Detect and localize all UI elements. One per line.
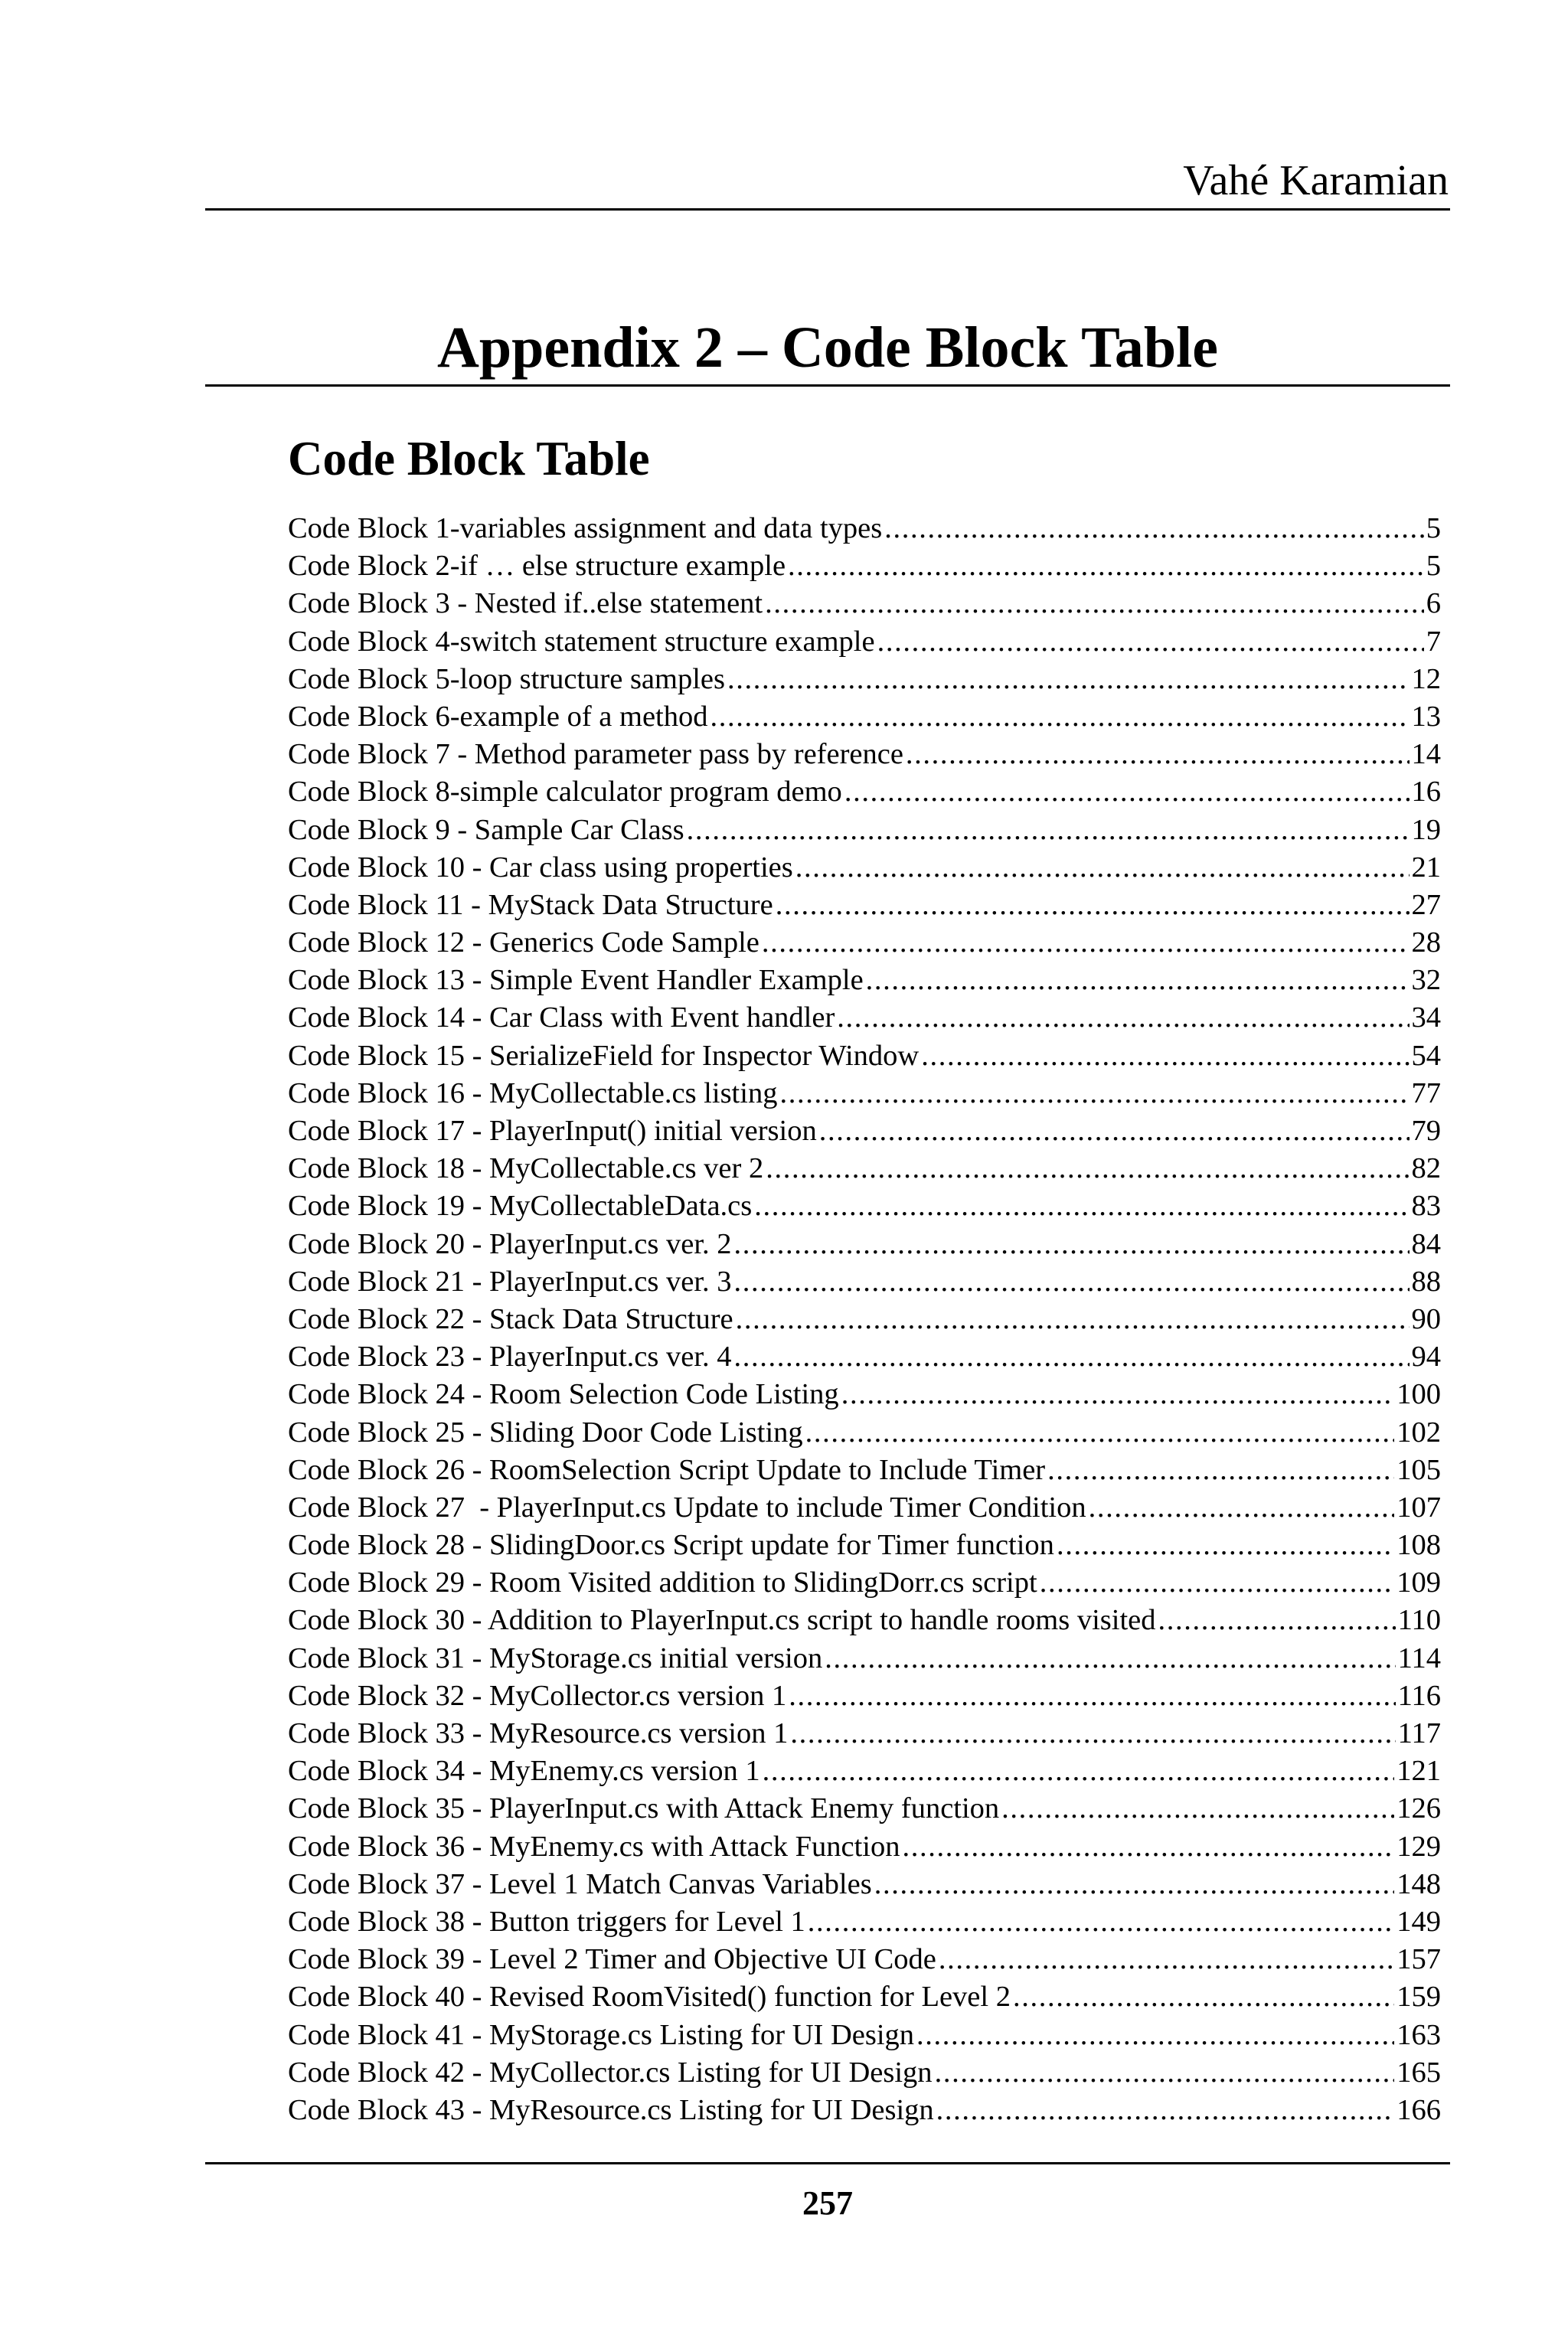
toc-entry[interactable] (288, 999, 1441, 1037)
toc-entry-label: Code Block 8-simple calculator program demo (288, 776, 842, 808)
toc-entry-label: Code Block 12 - Generics Code Sample (288, 926, 760, 959)
dot-leader (1089, 1489, 1395, 1527)
toc-entry[interactable] (288, 1941, 1441, 1978)
dot-leader (906, 736, 1410, 773)
toc-entry[interactable] (288, 736, 1441, 773)
toc-entry[interactable] (288, 1527, 1441, 1564)
toc-entry-page: 105 (1396, 1453, 1441, 1486)
dot-leader (884, 510, 1424, 547)
dot-leader (1047, 1452, 1394, 1489)
toc-entry[interactable] (288, 1640, 1441, 1677)
dot-leader (877, 623, 1424, 661)
toc-entry-page: 16 (1411, 776, 1441, 808)
toc-entry-label: Code Block 18 - MyCollectable.cs ver 2 (288, 1152, 764, 1185)
dot-leader (762, 924, 1410, 962)
toc-entry[interactable] (288, 1037, 1441, 1075)
dot-leader (734, 1263, 1410, 1301)
toc-entry-label: Code Block 21 - PlayerInput.cs ver. 3 (288, 1265, 732, 1298)
toc-entry[interactable] (288, 1903, 1441, 1941)
toc-entry[interactable] (288, 2017, 1441, 2054)
toc-entry[interactable] (288, 1489, 1441, 1527)
toc-entry-label: Code Block 6-example of a method (288, 700, 708, 733)
toc-entry-page: 117 (1397, 1717, 1441, 1749)
toc-entry[interactable] (288, 924, 1441, 962)
toc-entry-page: 14 (1411, 738, 1441, 771)
toc-entry-page: 90 (1411, 1302, 1441, 1335)
toc-entry-page: 165 (1396, 2056, 1441, 2089)
toc-entry[interactable] (288, 773, 1441, 811)
toc-entry-label: Code Block 15 - SerializeField for Inspector Window (288, 1039, 920, 1072)
dot-leader (790, 1715, 1395, 1753)
toc-entry-label: Code Block 35 - PlayerInput.cs with Attack Enemy function (288, 1792, 1000, 1825)
dot-leader (795, 849, 1410, 887)
toc-entry-page: 129 (1396, 1830, 1441, 1863)
dot-leader (1001, 1790, 1394, 1828)
toc-entry-page: 19 (1411, 813, 1441, 846)
toc-entry-label: Code Block 40 - Revised RoomVisited() function for Level 2 (288, 1981, 1011, 2014)
dot-leader (808, 1903, 1394, 1941)
toc-entry-label: Code Block 26 - RoomSelection Script Update to Include Timer (288, 1453, 1046, 1486)
toc-entry-label: Code Block 11 - MyStack Data Structure (288, 888, 773, 921)
toc-entry[interactable] (288, 1978, 1441, 2016)
toc-entry-page: 166 (1396, 2093, 1441, 2126)
toc-entry-label: Code Block 29 - Room Visited addition to SlidingDorr.cs script (288, 1566, 1037, 1599)
toc-entry-label: Code Block 27 - PlayerInput.cs Update to include Timer Condition (288, 1491, 1086, 1524)
toc-entry-page: 109 (1396, 1566, 1441, 1599)
toc-entry-label: Code Block 14 - Car Class with Event handler (288, 1001, 835, 1034)
toc-entry-label: Code Block 39 - Level 2 Timer and Objective UI Code (288, 1943, 936, 1976)
toc-entry-label: Code Block 36 - MyEnemy.cs with Attack Function (288, 1830, 900, 1863)
toc-entry[interactable] (288, 1301, 1441, 1338)
toc-entry-page: 108 (1396, 1529, 1441, 1562)
toc-entry-label: Code Block 22 - Stack Data Structure (288, 1302, 733, 1335)
toc-entry-page: 102 (1396, 1416, 1441, 1449)
header-rule (205, 208, 1450, 211)
toc-entry-page: 77 (1411, 1076, 1441, 1109)
toc-entry-page: 84 (1411, 1227, 1441, 1260)
toc-entry[interactable] (288, 1602, 1441, 1639)
toc-entry-page: 149 (1396, 1905, 1441, 1938)
toc-entry-page: 157 (1396, 1943, 1441, 1976)
dot-leader (841, 1376, 1395, 1413)
toc-entry-label: Code Block 38 - Button triggers for Level 1 (288, 1905, 805, 1938)
toc-entry-page: 12 (1411, 662, 1441, 695)
toc-entry-label: Code Block 23 - PlayerInput.cs ver. 4 (288, 1341, 732, 1374)
toc-entry-page: 94 (1411, 1341, 1441, 1374)
toc-entry[interactable] (288, 1376, 1441, 1413)
toc-entry-label: Code Block 31 - MyStorage.cs initial version (288, 1642, 823, 1674)
toc-entry-label: Code Block 19 - MyCollectableData.cs (288, 1190, 753, 1223)
dot-leader (710, 698, 1409, 736)
toc-entry-label: Code Block 33 - MyResource.cs version 1 (288, 1717, 789, 1749)
toc-entry-page: 163 (1396, 2018, 1441, 2051)
section-title: Code Block Table (288, 432, 650, 485)
toc-entry-page: 148 (1396, 1867, 1441, 1900)
toc-entry-page: 6 (1426, 587, 1441, 620)
toc-entry-label: Code Block 43 - MyResource.cs Listing for UI Design (288, 2093, 934, 2126)
toc-entry-label: Code Block 25 - Sliding Door Code Listing (288, 1416, 803, 1449)
dot-leader (1040, 1564, 1395, 1602)
toc-entry-page: 7 (1426, 625, 1441, 658)
toc-entry[interactable] (288, 1187, 1441, 1225)
toc-entry-label: Code Block 30 - Addition to PlayerInput.cs script to handle rooms visited (288, 1604, 1156, 1637)
toc-entry-label: Code Block 37 - Level 1 Match Canvas Variables (288, 1867, 872, 1900)
dot-leader (736, 1301, 1410, 1338)
toc-entry-page: 121 (1396, 1755, 1441, 1788)
dot-leader (921, 1037, 1409, 1075)
toc-entry[interactable] (288, 1112, 1441, 1150)
title-rule (205, 384, 1450, 387)
dot-leader (874, 1866, 1395, 1903)
dot-leader (765, 585, 1424, 622)
dot-leader (939, 1941, 1394, 1978)
dot-leader (936, 2092, 1395, 2129)
toc-entry-page: 28 (1411, 926, 1441, 959)
dot-leader (837, 999, 1409, 1037)
appendix-title: Appendix 2 – Code Block Table (437, 315, 1218, 380)
toc-entry-label: Code Block 41 - MyStorage.cs Listing for UI Design (288, 2018, 915, 2051)
dot-leader (825, 1640, 1395, 1677)
dot-leader (754, 1187, 1409, 1225)
toc-entry-page: 79 (1411, 1115, 1441, 1147)
toc-entry[interactable] (288, 1715, 1441, 1753)
toc-entry[interactable] (288, 1828, 1441, 1866)
code-block-table (288, 510, 1441, 2129)
dot-leader (916, 2017, 1394, 2054)
toc-entry-page: 5 (1426, 550, 1441, 583)
toc-entry-label: Code Block 5-loop structure samples (288, 662, 725, 695)
toc-entry-label: Code Block 28 - SlidingDoor.cs Script update for Timer function (288, 1529, 1054, 1562)
page-number: 257 (802, 2184, 853, 2222)
toc-entry-page: 114 (1397, 1642, 1441, 1674)
toc-entry[interactable] (288, 623, 1441, 661)
toc-entry[interactable] (288, 1263, 1441, 1301)
dot-leader (734, 1226, 1410, 1263)
dot-leader (844, 773, 1410, 811)
toc-entry[interactable] (288, 1790, 1441, 1828)
dot-leader (734, 1338, 1410, 1376)
toc-entry-page: 116 (1397, 1679, 1441, 1712)
dot-leader (819, 1112, 1410, 1150)
toc-entry-label: Code Block 42 - MyCollector.cs Listing for UI Design (288, 2056, 933, 2089)
toc-entry-page: 107 (1396, 1491, 1441, 1524)
toc-entry[interactable] (288, 661, 1441, 698)
dot-leader (935, 2054, 1395, 2092)
toc-entry[interactable] (288, 585, 1441, 622)
toc-entry-page: 159 (1396, 1981, 1441, 2014)
toc-entry-label: Code Block 3 - Nested if..else statement (288, 587, 763, 620)
toc-entry[interactable] (288, 887, 1441, 924)
toc-entry-page: 110 (1397, 1604, 1441, 1637)
dot-leader (789, 1677, 1395, 1715)
toc-entry[interactable] (288, 1753, 1441, 1790)
toc-entry[interactable] (288, 1866, 1441, 1903)
toc-entry-label: Code Block 9 - Sample Car Class (288, 813, 684, 846)
toc-entry[interactable] (288, 1338, 1441, 1376)
toc-entry-page: 13 (1411, 700, 1441, 733)
toc-entry[interactable] (288, 962, 1441, 999)
dot-leader (1158, 1602, 1395, 1639)
toc-entry-label: Code Block 34 - MyEnemy.cs version 1 (288, 1755, 760, 1788)
toc-entry-label: Code Block 10 - Car class using properties (288, 851, 793, 884)
toc-entry-page: 32 (1411, 964, 1441, 997)
toc-entry[interactable] (288, 1452, 1441, 1489)
toc-entry-label: Code Block 17 - PlayerInput() initial version (288, 1115, 817, 1147)
toc-entry-label: Code Block 2-if … else structure example (288, 550, 786, 583)
toc-entry-label: Code Block 13 - Simple Event Handler Example (288, 964, 864, 997)
toc-entry[interactable] (288, 2054, 1441, 2092)
toc-entry-page: 21 (1411, 851, 1441, 884)
toc-entry[interactable] (288, 510, 1441, 547)
toc-entry-page: 88 (1411, 1265, 1441, 1298)
toc-entry-page: 83 (1411, 1190, 1441, 1223)
dot-leader (1013, 1978, 1394, 2016)
dot-leader (766, 1150, 1409, 1187)
toc-entry-label: Code Block 32 - MyCollector.cs version 1 (288, 1679, 787, 1712)
toc-entry-page: 34 (1411, 1001, 1441, 1034)
toc-entry[interactable] (288, 812, 1441, 849)
toc-entry-label: Code Block 7 - Method parameter pass by reference (288, 738, 903, 771)
toc-entry-label: Code Block 16 - MyCollectable.cs listing (288, 1076, 778, 1109)
toc-entry-page: 100 (1396, 1378, 1441, 1411)
dot-leader (727, 661, 1410, 698)
dot-leader (788, 547, 1424, 585)
toc-entry-label: Code Block 1-variables assignment and data types (288, 512, 883, 544)
toc-entry[interactable] (288, 547, 1441, 585)
toc-entry[interactable] (288, 849, 1441, 887)
dot-leader (779, 1075, 1409, 1112)
toc-entry-label: Code Block 4-switch statement structure example (288, 625, 875, 658)
dot-leader (1057, 1527, 1394, 1564)
footer-rule (205, 2162, 1450, 2164)
running-header-author: Vahé Karamian (1183, 157, 1449, 204)
dot-leader (763, 1753, 1395, 1790)
toc-entry-page: 5 (1426, 512, 1441, 544)
toc-entry[interactable] (288, 1677, 1441, 1715)
toc-entry-page: 54 (1411, 1039, 1441, 1072)
toc-entry-label: Code Block 20 - PlayerInput.cs ver. 2 (288, 1227, 732, 1260)
toc-entry-label: Code Block 24 - Room Selection Code Listing (288, 1378, 839, 1411)
toc-entry[interactable] (288, 1075, 1441, 1112)
dot-leader (805, 1414, 1395, 1452)
dot-leader (776, 887, 1410, 924)
toc-entry-page: 27 (1411, 888, 1441, 921)
toc-entry-page: 126 (1396, 1792, 1441, 1825)
toc-entry[interactable] (288, 1414, 1441, 1452)
dot-leader (866, 962, 1410, 999)
toc-entry[interactable] (288, 2092, 1441, 2129)
dot-leader (687, 812, 1410, 849)
dot-leader (903, 1828, 1395, 1866)
toc-entry[interactable] (288, 1564, 1441, 1602)
toc-entry[interactable] (288, 698, 1441, 736)
toc-entry[interactable] (288, 1226, 1441, 1263)
toc-entry-page: 82 (1411, 1152, 1441, 1185)
toc-entry[interactable] (288, 1150, 1441, 1187)
